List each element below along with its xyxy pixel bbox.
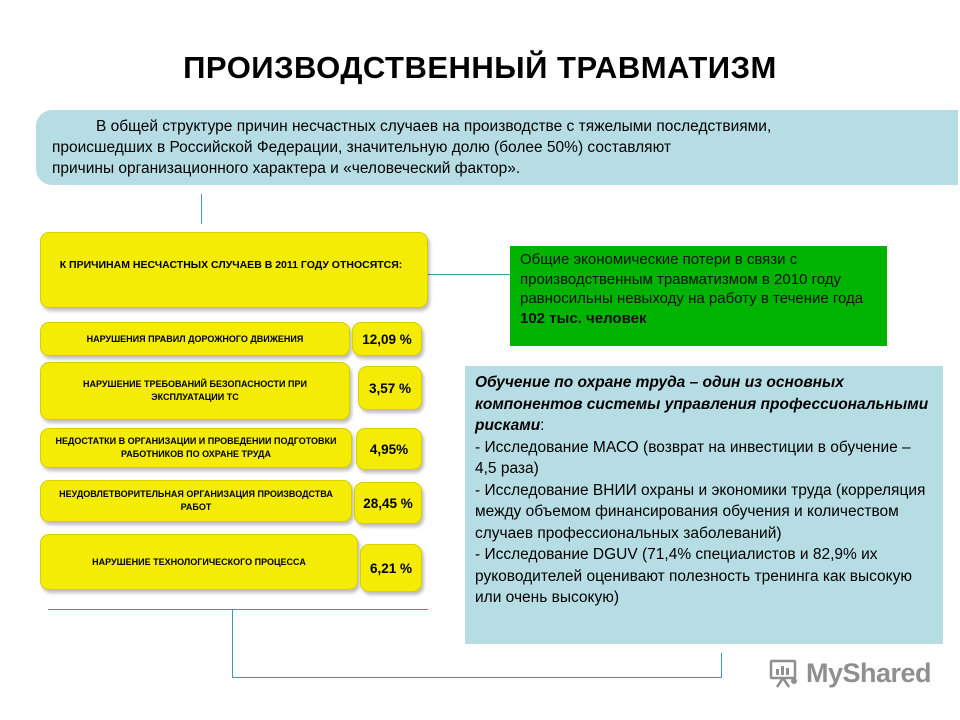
economic-losses-highlight: 102 тыс. человек (520, 309, 647, 327)
intro-line-2: происшедших в Российской Федерации, значительную долю (более 50%) составляют (52, 139, 671, 156)
page-title: ПРОИЗВОДСТВЕННЫЙ ТРАВМАТИЗМ (183, 50, 777, 85)
cause-training-deficiency-value: 4,95% (356, 428, 422, 470)
intro-line-3: причины организационного характера и «человеческий фактор». (52, 160, 521, 177)
presentation-board-icon (768, 657, 800, 689)
connector-bottom-base (232, 677, 722, 678)
cause-poor-organization-value: 28,45 % (354, 482, 422, 524)
cause-road-traffic: НАРУШЕНИЯ ПРАВИЛ ДОРОЖНОГО ДВИЖЕНИЯ (40, 322, 350, 356)
training-lead-suffix: : (540, 417, 545, 434)
economic-losses-text: Общие экономические потери в связи с производственным травматизмом в 2010 году равносильны невыходу на работу в течение года (520, 251, 864, 307)
training-item-vnii: - Исследование ВНИИ охраны и экономики труда (корреляция между объемом финансирования обучения и количеством случаев профессиональных заболеваний) (475, 481, 926, 542)
connector-bottom-left (232, 609, 233, 678)
training-box (465, 366, 943, 644)
connector-causes-to-losses (428, 274, 510, 275)
training-lead: Обучение по охране труда – один из основных компонентов системы управления профессиональными рисками (475, 374, 929, 434)
intro-line-1: В общей структуре причин несчастных случаев на производстве с тяжелыми последствиями, (96, 118, 772, 135)
economic-losses-box (510, 246, 887, 346)
connector-intro-to-causes (201, 194, 202, 224)
training-item-maco: - Исследование МАСО (возврат на инвестиции в обучение – 4,5 раза) (475, 438, 911, 477)
cause-training-deficiency: НЕДОСТАТКИ В ОРГАНИЗАЦИИ И ПРОВЕДЕНИИ ПОДГОТОВКИ РАБОТНИКОВ ПО ОХРАНЕ ТРУДА (40, 428, 352, 468)
cause-vehicle-safety: НАРУШЕНИЕ ТРЕБОВАНИЙ БЕЗОПАСНОСТИ ПРИ ЭКСПЛУАТАЦИИ ТС (40, 362, 350, 420)
cause-technological-process: НАРУШЕНИЕ ТЕХНОЛОГИЧЕСКОГО ПРОЦЕССА (40, 534, 358, 590)
logo-text: MyShared (806, 657, 932, 688)
cause-poor-organization: НЕУДОВЛЕТВОРИТЕЛЬНАЯ ОРГАНИЗАЦИЯ ПРОИЗВОДСТВА РАБОТ (40, 480, 352, 522)
myshared-logo (768, 657, 931, 689)
cause-vehicle-safety-value: 3,57 % (358, 366, 422, 410)
connector-bottom-right (721, 653, 722, 678)
causes-header: К ПРИЧИНАМ НЕСЧАСТНЫХ СЛУЧАЕВ В 2011 ГОДУ ОТНОСЯТСЯ: (40, 232, 428, 308)
cause-technological-process-value: 6,21 % (360, 544, 422, 592)
connector-bottom-rule (48, 609, 428, 610)
intro-panel (36, 110, 958, 185)
cause-road-traffic-value: 12,09 % (352, 322, 422, 356)
training-item-dguv: - Исследование DGUV (71,4% специалистов и 82,9% их руководителей оценивают полезность тренинга как высокую или очень высокую) (475, 546, 912, 606)
